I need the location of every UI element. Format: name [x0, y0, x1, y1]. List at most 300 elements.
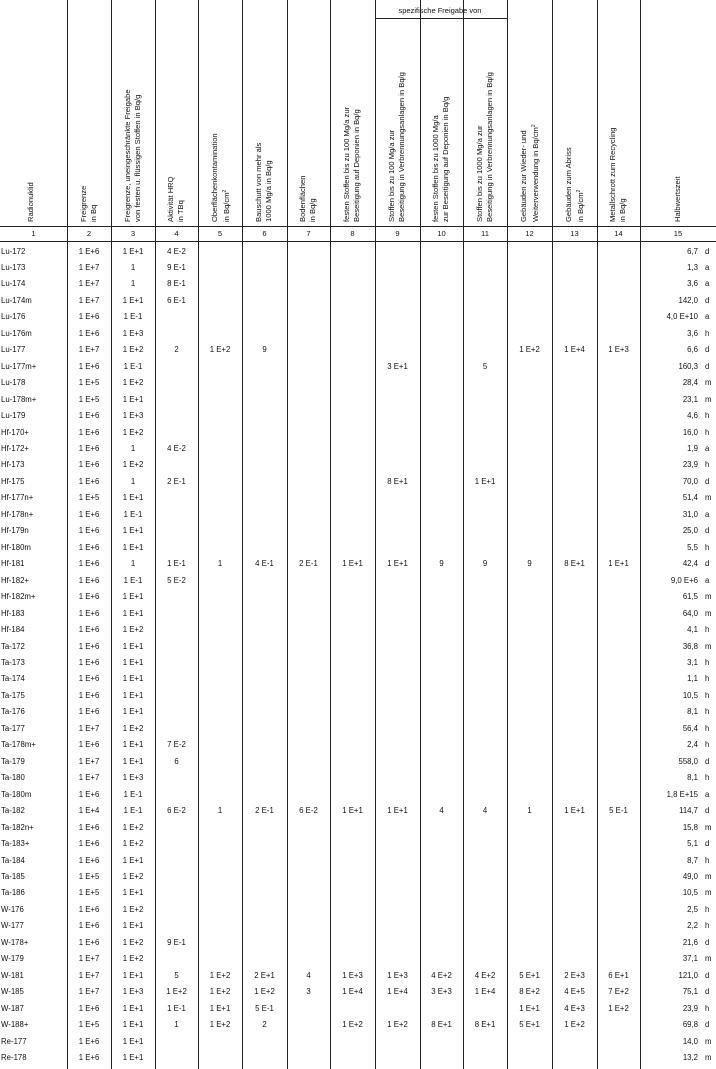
half-life-value: 25,0 [682, 526, 698, 536]
table-cell: 1 [130, 279, 136, 289]
table-cell: 4 E-2 [167, 444, 186, 454]
table-cell: 1 E+2 [122, 839, 144, 849]
column-header-line: in Bq/g [618, 198, 628, 222]
column-header-line: von festen u. flüssigen Stoffen in Bq/g [133, 94, 142, 222]
column-header-line: Gebäuden zur Wieder- und [519, 130, 529, 222]
column-divider [375, 0, 376, 1069]
half-life-value: 5,1 [687, 839, 698, 849]
half-life-unit: h [705, 427, 710, 437]
nuclide-name: Re-178 [1, 1053, 27, 1063]
table-cell: 1 E+1 [122, 674, 144, 684]
table-cell: 1 E+6 [78, 789, 100, 799]
half-life-unit: a [705, 279, 710, 289]
table-cell: 3 E+3 [431, 987, 452, 997]
table-cell: 1 E-1 [123, 575, 143, 585]
table-cell: 1 E+1 [474, 476, 496, 486]
nuclide-name: Ta-182n+ [1, 822, 34, 832]
table-cell: 1 E+6 [78, 1036, 100, 1046]
half-life-unit: m [705, 641, 712, 651]
table-cell: 1 E+1 [122, 921, 144, 931]
table-cell: 1 E+1 [342, 559, 363, 569]
column-header-line: Stoffen bis zu 100 Mg/a zur [387, 129, 397, 222]
half-life-unit: m [705, 888, 712, 898]
table-cell: 9 E-1 [167, 262, 186, 272]
table-cell: 1 E+1 [122, 641, 144, 651]
nuclide-name: Ta-180 [1, 773, 25, 783]
table-cell: 1 E+7 [78, 773, 100, 783]
table-cell: 1 E+2 [342, 1020, 363, 1030]
table-cell: 1 E+6 [78, 542, 100, 552]
table-cell: 1 E+4 [342, 987, 363, 997]
half-life-unit: a [705, 509, 710, 519]
half-life-value: 42,4 [682, 559, 698, 569]
half-life-unit: d [705, 806, 710, 816]
half-life-value: 15,8 [682, 822, 698, 832]
half-life-value: 49,0 [682, 871, 698, 881]
half-life-unit: m [705, 592, 712, 602]
table-cell: 5 [174, 970, 179, 980]
nuclide-name: Ta-172 [1, 641, 25, 651]
table-cell: 1 E+7 [78, 279, 100, 289]
table-cell: 1 E+7 [78, 954, 100, 964]
column-number: 10 [437, 229, 446, 238]
column-header-5 [210, 133, 233, 222]
table-cell: 1 E+6 [78, 575, 100, 585]
table-cell: 1 E+6 [78, 444, 100, 454]
table-cell: 1 [130, 444, 136, 454]
half-life-unit: h [705, 542, 710, 552]
group-header-specific-clearance: spezifische Freigabe von [398, 6, 482, 15]
table-cell: 1 E+1 [519, 1003, 540, 1013]
column-number: 13 [570, 229, 579, 238]
column-header-line: Gebäuden zum Abriss [564, 147, 574, 222]
half-life-value: 61,5 [682, 592, 698, 602]
table-cell: 1 E+2 [209, 970, 231, 980]
nuclide-name: W-177 [1, 921, 24, 931]
half-life-value: 558,0 [678, 756, 698, 766]
column-divider [242, 0, 243, 1069]
half-life-value: 31,0 [682, 509, 698, 519]
table-cell: 1 E+2 [122, 460, 144, 470]
half-life-unit: h [705, 1003, 710, 1013]
column-header-line: Beseitigung in Verbrennungsanlagen in Bq/g [397, 72, 407, 222]
half-life-unit: d [705, 559, 710, 569]
nuclide-name: Ta-186 [1, 888, 25, 898]
nuclide-name: Lu-172 [1, 246, 26, 256]
table-cell: 1 E+1 [122, 592, 144, 602]
half-life-value: 21,6 [682, 937, 698, 947]
nuclide-name: Hf-182+ [1, 575, 29, 585]
column-header-line: in Bq [89, 204, 98, 222]
nuclide-name: Ta-177 [1, 723, 25, 733]
half-life-value: 10,5 [682, 888, 698, 898]
half-life-value: 70,0 [682, 476, 698, 486]
table-cell: 1 E+6 [78, 740, 100, 750]
table-cell: 1 E+1 [122, 690, 144, 700]
column-number: 8 [350, 229, 355, 238]
half-life-unit: a [705, 262, 710, 272]
nuclide-name: Hf-172+ [1, 444, 29, 454]
column-header-line: Halbwertszeit [672, 176, 682, 222]
table-cell: 4 E+3 [564, 1003, 585, 1013]
table-cell: 1 E+6 [78, 1003, 100, 1013]
column-number: 7 [306, 229, 311, 238]
half-life-unit: h [705, 690, 710, 700]
column-number: 14 [614, 229, 623, 238]
column-header-14 [608, 127, 629, 222]
half-life-value: 5,5 [687, 542, 698, 552]
half-life-value: 2,5 [687, 904, 698, 914]
nuclide-name: Ta-179 [1, 756, 25, 766]
table-cell: 1 E+2 [122, 723, 144, 733]
table-cell: 1 E+2 [122, 822, 144, 832]
table-cell: 1 E+6 [78, 1053, 100, 1063]
nuclide-name: Lu-179 [1, 411, 26, 421]
half-life-value: 56,4 [682, 723, 698, 733]
column-header-13 [564, 147, 587, 222]
table-cell: 4 E+2 [474, 970, 496, 980]
column-divider [198, 0, 199, 1069]
column-header-line: Freigrenze [78, 185, 88, 222]
nuclide-name: Ta-183+ [1, 839, 30, 849]
table-cell: 1 E+3 [387, 970, 408, 980]
column-divider [330, 0, 331, 1069]
column-header-15 [673, 176, 683, 222]
column-number: 12 [525, 229, 534, 238]
half-life-value: 8,1 [687, 773, 698, 783]
table-cell: 1 E+7 [78, 756, 100, 766]
table-cell: 6 E-2 [167, 806, 186, 816]
table-cell: 1 E+2 [122, 427, 144, 437]
table-cell: 1 E+6 [78, 690, 100, 700]
table-cell: 2 [262, 1020, 267, 1030]
half-life-value: 160,3 [678, 361, 698, 371]
table-cell: 1 E+2 [209, 1020, 231, 1030]
row-divider [0, 226, 716, 227]
column-divider [287, 0, 288, 1069]
table-cell: 1 E+2 [122, 904, 144, 914]
table-cell: 1 E+1 [122, 1003, 144, 1013]
table-cell: 1 E+1 [342, 806, 363, 816]
table-cell: 3 [306, 987, 311, 997]
table-cell: 1 E+1 [122, 246, 144, 256]
table-cell: 1 E+4 [78, 806, 100, 816]
table-cell: 1 E+5 [78, 1020, 100, 1030]
nuclide-name: Lu-177m+ [1, 361, 37, 371]
nuclide-name: Ta-175 [1, 690, 25, 700]
table-cell: 7 E+2 [608, 987, 629, 997]
column-header-3 [123, 89, 144, 222]
column-number: 5 [217, 229, 223, 238]
table-cell: 1 E+2 [122, 345, 144, 355]
column-divider [155, 0, 156, 1069]
table-cell: 1 E+6 [78, 608, 100, 618]
half-life-value: 37,1 [682, 954, 698, 964]
column-divider [552, 0, 553, 1069]
column-header-line: festen Stoffen bis zu 100 Mg/a zur [342, 106, 352, 222]
nuclide-name: Ta-178m+ [1, 740, 36, 750]
nuclide-name: Hf-182m+ [1, 592, 36, 602]
nuclide-name: Hf-179n [1, 526, 29, 536]
column-number: 11 [481, 229, 489, 238]
half-life-value: 16,0 [682, 427, 698, 437]
half-life-value: 1,3 [687, 262, 698, 272]
table-cell: 9 [482, 559, 488, 569]
half-life-value: 64,0 [682, 608, 698, 618]
half-life-unit: h [705, 723, 710, 733]
table-cell: 1 E+6 [78, 855, 100, 865]
table-cell: 4 E+5 [564, 987, 585, 997]
table-cell: 1 E+2 [209, 987, 231, 997]
table-cell: 1 E+6 [78, 641, 100, 651]
table-cell: 1 E-1 [123, 509, 143, 519]
table-cell: 1 E+2 [166, 987, 187, 997]
column-header-line: Beseitigung auf Deponien in Bq/g [352, 109, 362, 222]
table-cell: 9 [439, 559, 444, 569]
column-header-11 [475, 72, 496, 222]
table-cell: 1 E+1 [122, 756, 144, 766]
column-header-line: Metallschrott zum Recycling [608, 127, 618, 222]
table-cell: 4 E+2 [431, 970, 452, 980]
column-number: 3 [130, 229, 136, 238]
table-cell: 1 E+4 [474, 987, 496, 997]
table-cell: 1 E+6 [78, 592, 100, 602]
nuclide-name: Lu-176m [1, 328, 32, 338]
column-header-line: Weiterverwendung in $Bq/cm^2$ [531, 124, 541, 222]
half-life-unit: h [705, 707, 710, 717]
row-divider [375, 18, 507, 19]
table-cell: 7 E-2 [167, 740, 186, 750]
table-cell: 2 [174, 345, 179, 355]
column-header-12 [519, 124, 542, 222]
table-cell: 8 E+1 [431, 1020, 452, 1030]
table-cell: 1 E+1 [122, 526, 144, 536]
table-cell: 3 E+1 [387, 361, 408, 371]
table-cell: 5 [482, 361, 488, 371]
column-header-2 [79, 186, 100, 222]
table-cell: 1 E+6 [78, 427, 100, 437]
table-cell: 1 E+2 [122, 954, 144, 964]
half-life-unit: a [705, 575, 710, 585]
half-life-unit: d [705, 476, 710, 486]
table-cell: 1 E+1 [122, 1020, 144, 1030]
half-life-unit: m [705, 1053, 712, 1063]
half-life-unit: m [705, 1036, 712, 1046]
half-life-unit: d [705, 987, 710, 997]
nuclide-name: W-181 [1, 970, 24, 980]
column-header-line: Oberflächenkontamination [209, 133, 219, 222]
nuclide-name: Hf-181 [1, 559, 25, 569]
half-life-value: 23,9 [682, 460, 698, 470]
half-life-value: 75,1 [682, 987, 698, 997]
half-life-unit: d [705, 1020, 710, 1030]
half-life-value: 1,1 [687, 674, 698, 684]
nuclide-name: W-185 [1, 987, 24, 997]
half-life-value: 28,4 [682, 378, 698, 388]
half-life-value: 8,1 [687, 707, 698, 717]
nuclide-name: W-188+ [1, 1020, 29, 1030]
half-life-value: 4,1 [687, 625, 698, 635]
half-life-value: 14,0 [682, 1036, 698, 1046]
nuclide-name: Lu-178 [1, 378, 26, 388]
table-cell: 1 [130, 262, 136, 272]
table-cell: 1 E+4 [387, 987, 408, 997]
table-cell: 1 E+2 [254, 987, 275, 997]
table-cell: 1 E+6 [78, 246, 100, 256]
column-header-line: festen Stoffen bis zu 1000 Mg/a [431, 115, 441, 222]
table-cell: 1 E+2 [564, 1020, 585, 1030]
half-life-value: 36,8 [682, 641, 698, 651]
half-life-unit: m [705, 608, 712, 618]
half-life-value: 3,6 [687, 279, 698, 289]
half-life-value: 51,4 [682, 493, 698, 503]
half-life-unit: d [705, 345, 710, 355]
table-cell: 1 E+1 [387, 806, 408, 816]
table-cell: 1 E+6 [78, 559, 100, 569]
nuclide-name: Ta-180m [1, 789, 32, 799]
table-cell: 1 E+6 [78, 674, 100, 684]
half-life-unit: h [705, 855, 710, 865]
nuclide-name: Ta-173 [1, 658, 25, 667]
table-cell: 1 E+5 [78, 888, 100, 898]
half-life-unit: m [705, 493, 712, 503]
table-cell: 6 [174, 756, 179, 766]
nuclide-name: W-179 [1, 954, 24, 964]
half-life-unit: h [705, 674, 710, 684]
table-cell: 1 E+3 [342, 970, 363, 980]
table-cell: 8 E+1 [387, 476, 408, 486]
table-cell: 1 E+1 [608, 559, 629, 569]
table-cell: 1 E+7 [78, 723, 100, 733]
column-header-8 [342, 107, 363, 222]
column-header-line: in Bq/g [308, 198, 318, 222]
table-cell: 2 E-1 [167, 476, 186, 486]
table-cell: 1 E-1 [123, 361, 143, 371]
table-cell: 1 E+3 [122, 987, 144, 997]
half-life-value: 69,8 [682, 1020, 698, 1030]
half-life-unit: d [705, 526, 710, 536]
table-cell: 1 E+7 [78, 970, 100, 980]
table-cell: 1 E+6 [78, 937, 100, 947]
table-cell: 4 E-2 [167, 246, 186, 256]
nuclide-name: Lu-174 [1, 279, 26, 289]
table-cell: 1 E+1 [209, 1003, 231, 1013]
half-life-unit: m [705, 378, 712, 388]
table-cell: 9 [527, 559, 532, 569]
table-cell: 1 E+6 [78, 839, 100, 849]
half-life-unit: d [705, 937, 710, 947]
table-cell: 1 E+5 [78, 871, 100, 881]
column-header-line: zur Beseitigung auf Deponien in Bq/g [441, 96, 451, 222]
half-life-value: 8,7 [687, 855, 698, 865]
table-cell: 1 E+1 [122, 1053, 144, 1063]
table-cell: 1 E+1 [122, 970, 144, 980]
table-cell: 1 E-1 [123, 312, 143, 322]
half-life-unit: h [705, 328, 710, 338]
table-cell: 1 E+2 [608, 1003, 629, 1013]
table-cell: 1 E-1 [167, 559, 186, 569]
table-cell: 1 E+2 [519, 345, 540, 355]
half-life-unit: h [705, 625, 710, 635]
half-life-unit: h [705, 411, 710, 421]
half-life-value: 4,0 E+10 [666, 312, 698, 322]
half-life-value: 23,1 [682, 394, 698, 404]
half-life-unit: h [705, 740, 710, 750]
column-header-7 [298, 176, 319, 222]
half-life-value: 1,9 [687, 444, 698, 454]
table-cell: 1 E+6 [78, 625, 100, 635]
table-cell: 1 E+1 [122, 1036, 144, 1046]
table-cell: 1 E+6 [78, 411, 100, 421]
table-cell: 1 E+6 [78, 328, 100, 338]
table-cell: 1 E+6 [78, 476, 100, 486]
column-header-line: Aktivität HRQ [166, 176, 176, 222]
table-cell: 2 E-1 [255, 806, 274, 816]
nuclide-name: W-187 [1, 1003, 24, 1013]
nuclide-name: Hf-177n+ [1, 493, 34, 503]
column-number: 1 [31, 229, 36, 238]
column-header-4 [166, 176, 187, 222]
nuclide-name: Hf-175 [1, 476, 25, 486]
nuclide-name: Ta-182 [1, 806, 25, 816]
table-cell: 1 E+1 [122, 394, 144, 404]
nuclide-name: W-178+ [1, 937, 29, 947]
nuclide-name: Hf-184 [1, 625, 25, 635]
table-cell: 1 E-1 [123, 789, 143, 799]
column-header-6 [254, 143, 275, 222]
table-cell: 1 E-1 [167, 1003, 186, 1013]
nuclide-name: Lu-177 [1, 345, 26, 355]
table-cell: 1 [217, 559, 223, 569]
half-life-unit: d [705, 839, 710, 849]
table-cell: 1 E+6 [78, 312, 100, 322]
column-number: 9 [395, 229, 400, 238]
nuclide-name: Ta-176 [1, 707, 25, 717]
column-header-line: in $Bq/cm^2$ [222, 189, 231, 222]
nuclide-name: Hf-178n+ [1, 509, 34, 519]
table-cell: 1 [130, 559, 136, 569]
table-cell: 4 [306, 970, 311, 980]
table-cell: 1 E+6 [78, 509, 100, 519]
table-cell: 1 E+2 [122, 937, 144, 947]
half-life-unit: h [705, 658, 710, 667]
table-cell: 1 E+6 [78, 460, 100, 470]
half-life-value: 6,7 [687, 246, 698, 256]
nuclide-name: Ta-184 [1, 855, 25, 865]
table-cell: 1 E+6 [78, 658, 100, 667]
column-header-line: in $Bq/cm^2$ [576, 189, 586, 222]
nuclide-name: Hf-180m [1, 542, 31, 552]
table-cell: 1 E+2 [122, 625, 144, 635]
column-number: 6 [262, 229, 267, 238]
half-life-value: 13,2 [682, 1053, 698, 1063]
table-cell: 1 E+1 [122, 740, 144, 750]
half-life-unit: a [705, 312, 710, 322]
nuclide-name: Hf-183 [1, 608, 25, 618]
column-header-line: in TBq [176, 200, 186, 222]
table-cell: 1 E+7 [78, 987, 100, 997]
table-cell: 1 E+4 [564, 345, 585, 355]
half-life-unit: m [705, 822, 712, 832]
table-cell: 1 E+1 [122, 295, 144, 305]
column-header-line: Radionuklid [26, 182, 36, 222]
table-cell: 1 E+1 [122, 493, 144, 503]
half-life-unit: m [705, 394, 712, 404]
half-life-value: 3,1 [687, 658, 698, 667]
table-cell: 8 E+1 [564, 559, 585, 569]
table-cell: 1 E+1 [122, 608, 144, 618]
half-life-value: 2,4 [687, 740, 698, 750]
